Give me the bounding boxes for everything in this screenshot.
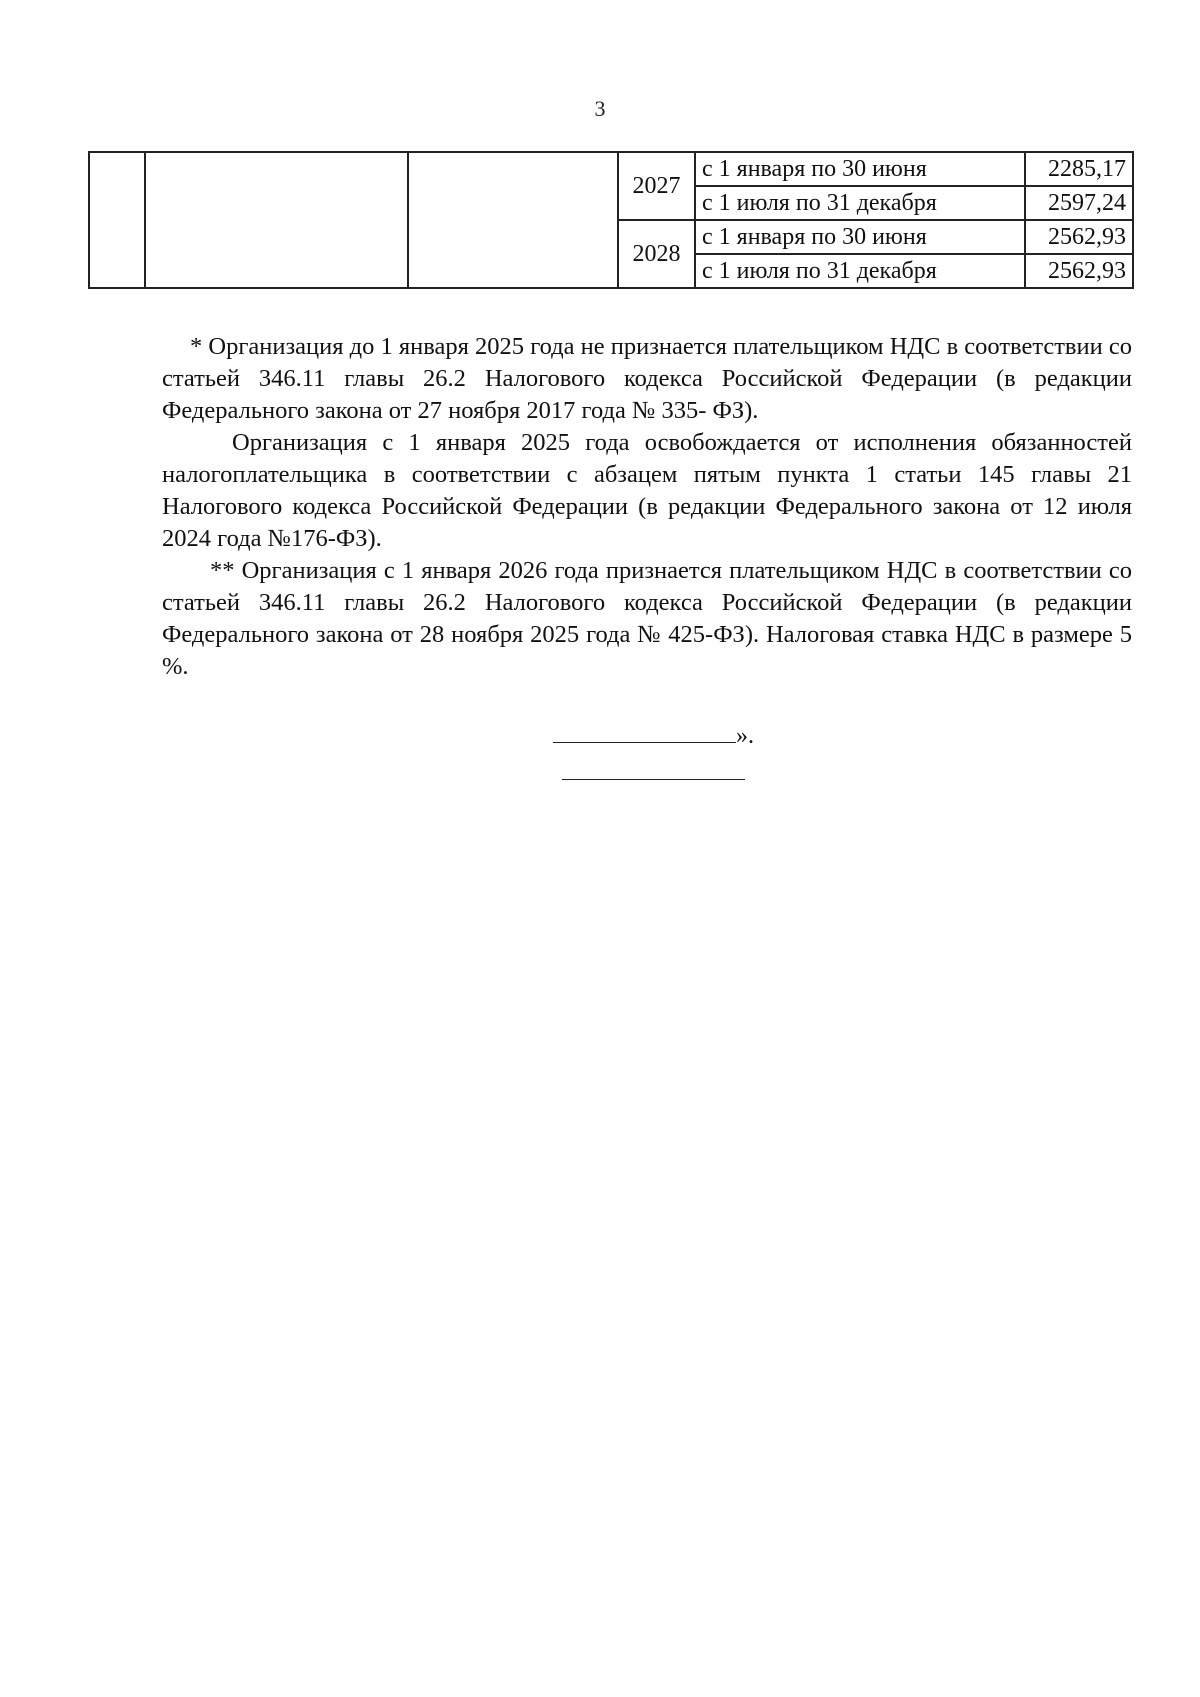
empty-cell-name: [145, 152, 408, 288]
table-row: [89, 152, 1133, 186]
empty-cell-number: [89, 152, 145, 288]
footnotes: [162, 331, 1132, 683]
value-cell: 2562,93: [1025, 254, 1133, 288]
empty-cell-indicator: [408, 152, 618, 288]
closing-line: [553, 722, 754, 750]
period-cell: с 1 января по 30 июня: [695, 220, 1025, 254]
period-cell: с 1 января по 30 июня: [695, 152, 1025, 186]
footnote-2: ** Организация с 1 января 2026 года признается плательщиком НДС в соответствии со статьей 346.11 главы 26.2 Налогового кодекса Российской Федерации (в редакции Федерального закона от 28 ноября 2025 года № 425-ФЗ). Налоговая ставка НДС в размере 5 %.: [162, 557, 1132, 680]
footnote-1-continuation: Организация с 1 января 2025 года освобождается от исполнения обязанностей налогоплательщика в соответствии с абзацем пятым пункта 1 статьи 145 главы 21 Налогового кодекса Российской Федерации (в редакции Федерального закона от 12 июля 2024 года №176-ФЗ).: [162, 429, 1132, 552]
tariff-table: [88, 151, 1134, 289]
period-cell: с 1 июля по 31 декабря: [695, 254, 1025, 288]
page-number: 3: [594, 96, 606, 121]
value-cell: 2597,24: [1025, 186, 1133, 220]
closing-rule: [553, 722, 736, 743]
year-cell: 2027: [618, 152, 695, 220]
value-cell: 2285,17: [1025, 152, 1133, 186]
year-cell: 2028: [618, 220, 695, 288]
end-rule: [562, 779, 745, 780]
footnote-1: * Организация до 1 января 2025 года не признается плательщиком НДС в соответствии со статьей 346.11 главы 26.2 Налогового кодекса Российской Федерации (в редакции Федерального закона от 27 ноября 2017 года № 335- ФЗ).: [162, 333, 1132, 424]
value-cell: 2562,93: [1025, 220, 1133, 254]
period-cell: с 1 июля по 31 декабря: [695, 186, 1025, 220]
closing-quote: ».: [736, 723, 754, 749]
